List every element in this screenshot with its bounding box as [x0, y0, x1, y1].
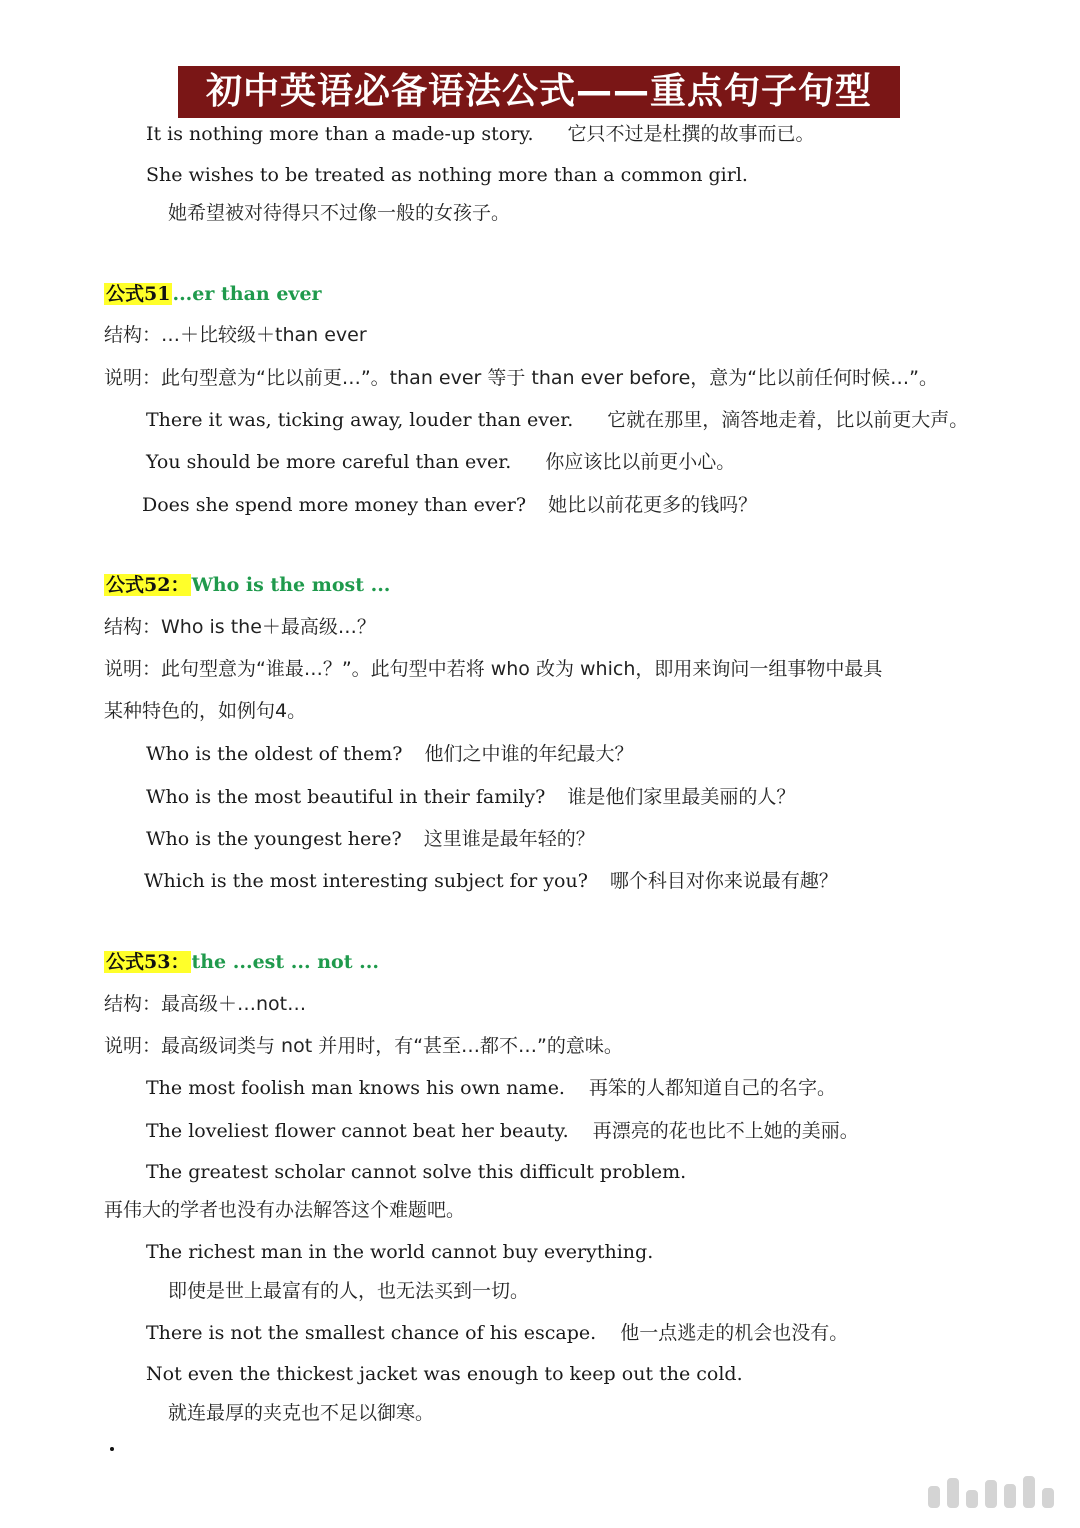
watermark-bars-icon: [926, 1474, 1056, 1510]
formula-53-example-6-en: Not even the thickest jacket was enough to keep out the cold.: [146, 1363, 743, 1385]
formula-53-example-2: [146, 1118, 859, 1144]
intro-example-2-en: She wishes to be treated as nothing more than a common girl.: [146, 164, 748, 186]
formula-51-example-2: [146, 449, 735, 475]
intro-example-1: [146, 121, 815, 147]
example-cn: 它只不过是杜撰的故事而已。: [567, 123, 815, 145]
formula-52-explanation-line-2: 某种特色的，如例句4。: [104, 700, 307, 722]
formula-51-explanation: 说明：此句型意为“比以前更…”。than ever 等于 than ever before，意为“比以前任何时候…”。: [104, 367, 938, 389]
formula-label: 公式51: [106, 283, 171, 305]
formula-label: 公式52：: [106, 574, 190, 596]
example-en: Who is the most beautiful in their family?: [146, 786, 546, 808]
formula-51-structure: 结构：…＋比较级＋than ever: [104, 324, 367, 346]
formula-53-example-6-cn: 就连最厚的夹克也不足以御寒。: [168, 1402, 435, 1424]
formula-52-structure: 结构：Who is the＋最高级…？: [104, 616, 376, 638]
example-cn: 你应该比以前更小心。: [545, 451, 736, 473]
formula-52-example-2: [146, 784, 795, 810]
example-cn: 哪个科目对你来说最有趣？: [609, 870, 838, 892]
example-en: There it was, ticking away, louder than ever.: [146, 409, 574, 431]
formula-52-example-4: [144, 868, 838, 894]
formula-53-example-3-en: The greatest scholar cannot solve this difficult problem.: [146, 1161, 687, 1183]
formula-52-heading: [104, 572, 390, 598]
formula-51-heading: [104, 281, 322, 307]
formula-53-explanation: 说明：最高级词类与 not 并用时，有“甚至…都不…”的意味。: [104, 1035, 623, 1057]
example-cn: 他们之中谁的年纪最大？: [424, 743, 634, 765]
page-title: 初中英语必备语法公式——重点句子句型: [178, 66, 900, 118]
example-en: Who is the oldest of them?: [146, 743, 403, 765]
example-en: The loveliest flower cannot beat her beauty.: [146, 1120, 569, 1142]
formula-52-example-3: [146, 826, 595, 852]
example-en: Does she spend more money than ever?: [142, 494, 527, 516]
formula-51-example-3: [142, 492, 757, 518]
example-en: Who is the youngest here?: [146, 828, 402, 850]
intro-example-2-cn: 她希望被对待得只不过像一般的女孩子。: [168, 202, 511, 224]
formula-53-example-3-cn: 再伟大的学者也没有办法解答这个难题吧。: [104, 1199, 466, 1221]
formula-pattern: Who is the most ...: [191, 574, 391, 596]
formula-53-heading: [104, 949, 379, 975]
example-cn: 她比以前花更多的钱吗？: [548, 494, 758, 516]
formula-53-example-5: [146, 1320, 848, 1346]
example-cn: 它就在那里，滴答地走着，比以前更大声。: [607, 409, 969, 431]
formula-52-example-1: [146, 741, 633, 767]
formula-label: 公式53：: [106, 951, 190, 973]
bullet-dot: [110, 1447, 114, 1451]
example-en: It is nothing more than a made-up story.: [146, 123, 534, 145]
formula-pattern: ...er than ever: [172, 283, 322, 305]
formula-53-example-4-en: The richest man in the world cannot buy everything.: [146, 1241, 654, 1263]
example-cn: 这里谁是最年轻的？: [423, 828, 595, 850]
formula-51-example-1: [146, 407, 968, 433]
formula-52-explanation-line-1: 说明：此句型意为“谁最…？”。此句型中若将 who 改为 which，即用来询问一组事物中最具: [104, 658, 883, 680]
example-cn: 谁是他们家里最美丽的人？: [567, 786, 796, 808]
formula-53-example-4-cn: 即使是世上最富有的人，也无法买到一切。: [168, 1280, 530, 1302]
example-cn: 他一点逃走的机会也没有。: [620, 1322, 849, 1344]
example-cn: 再笨的人都知道自己的名字。: [588, 1077, 836, 1099]
formula-pattern: the ...est ... not ...: [191, 951, 379, 973]
example-en: Which is the most interesting subject for you?: [144, 870, 588, 892]
example-cn: 再漂亮的花也比不上她的美丽。: [592, 1120, 859, 1142]
formula-53-structure: 结构：最高级＋…not…: [104, 993, 307, 1015]
example-en: You should be more careful than ever.: [146, 451, 512, 473]
formula-53-example-1: [146, 1075, 836, 1101]
example-en: The most foolish man knows his own name.: [146, 1077, 565, 1099]
example-en: There is not the smallest chance of his escape.: [146, 1322, 597, 1344]
